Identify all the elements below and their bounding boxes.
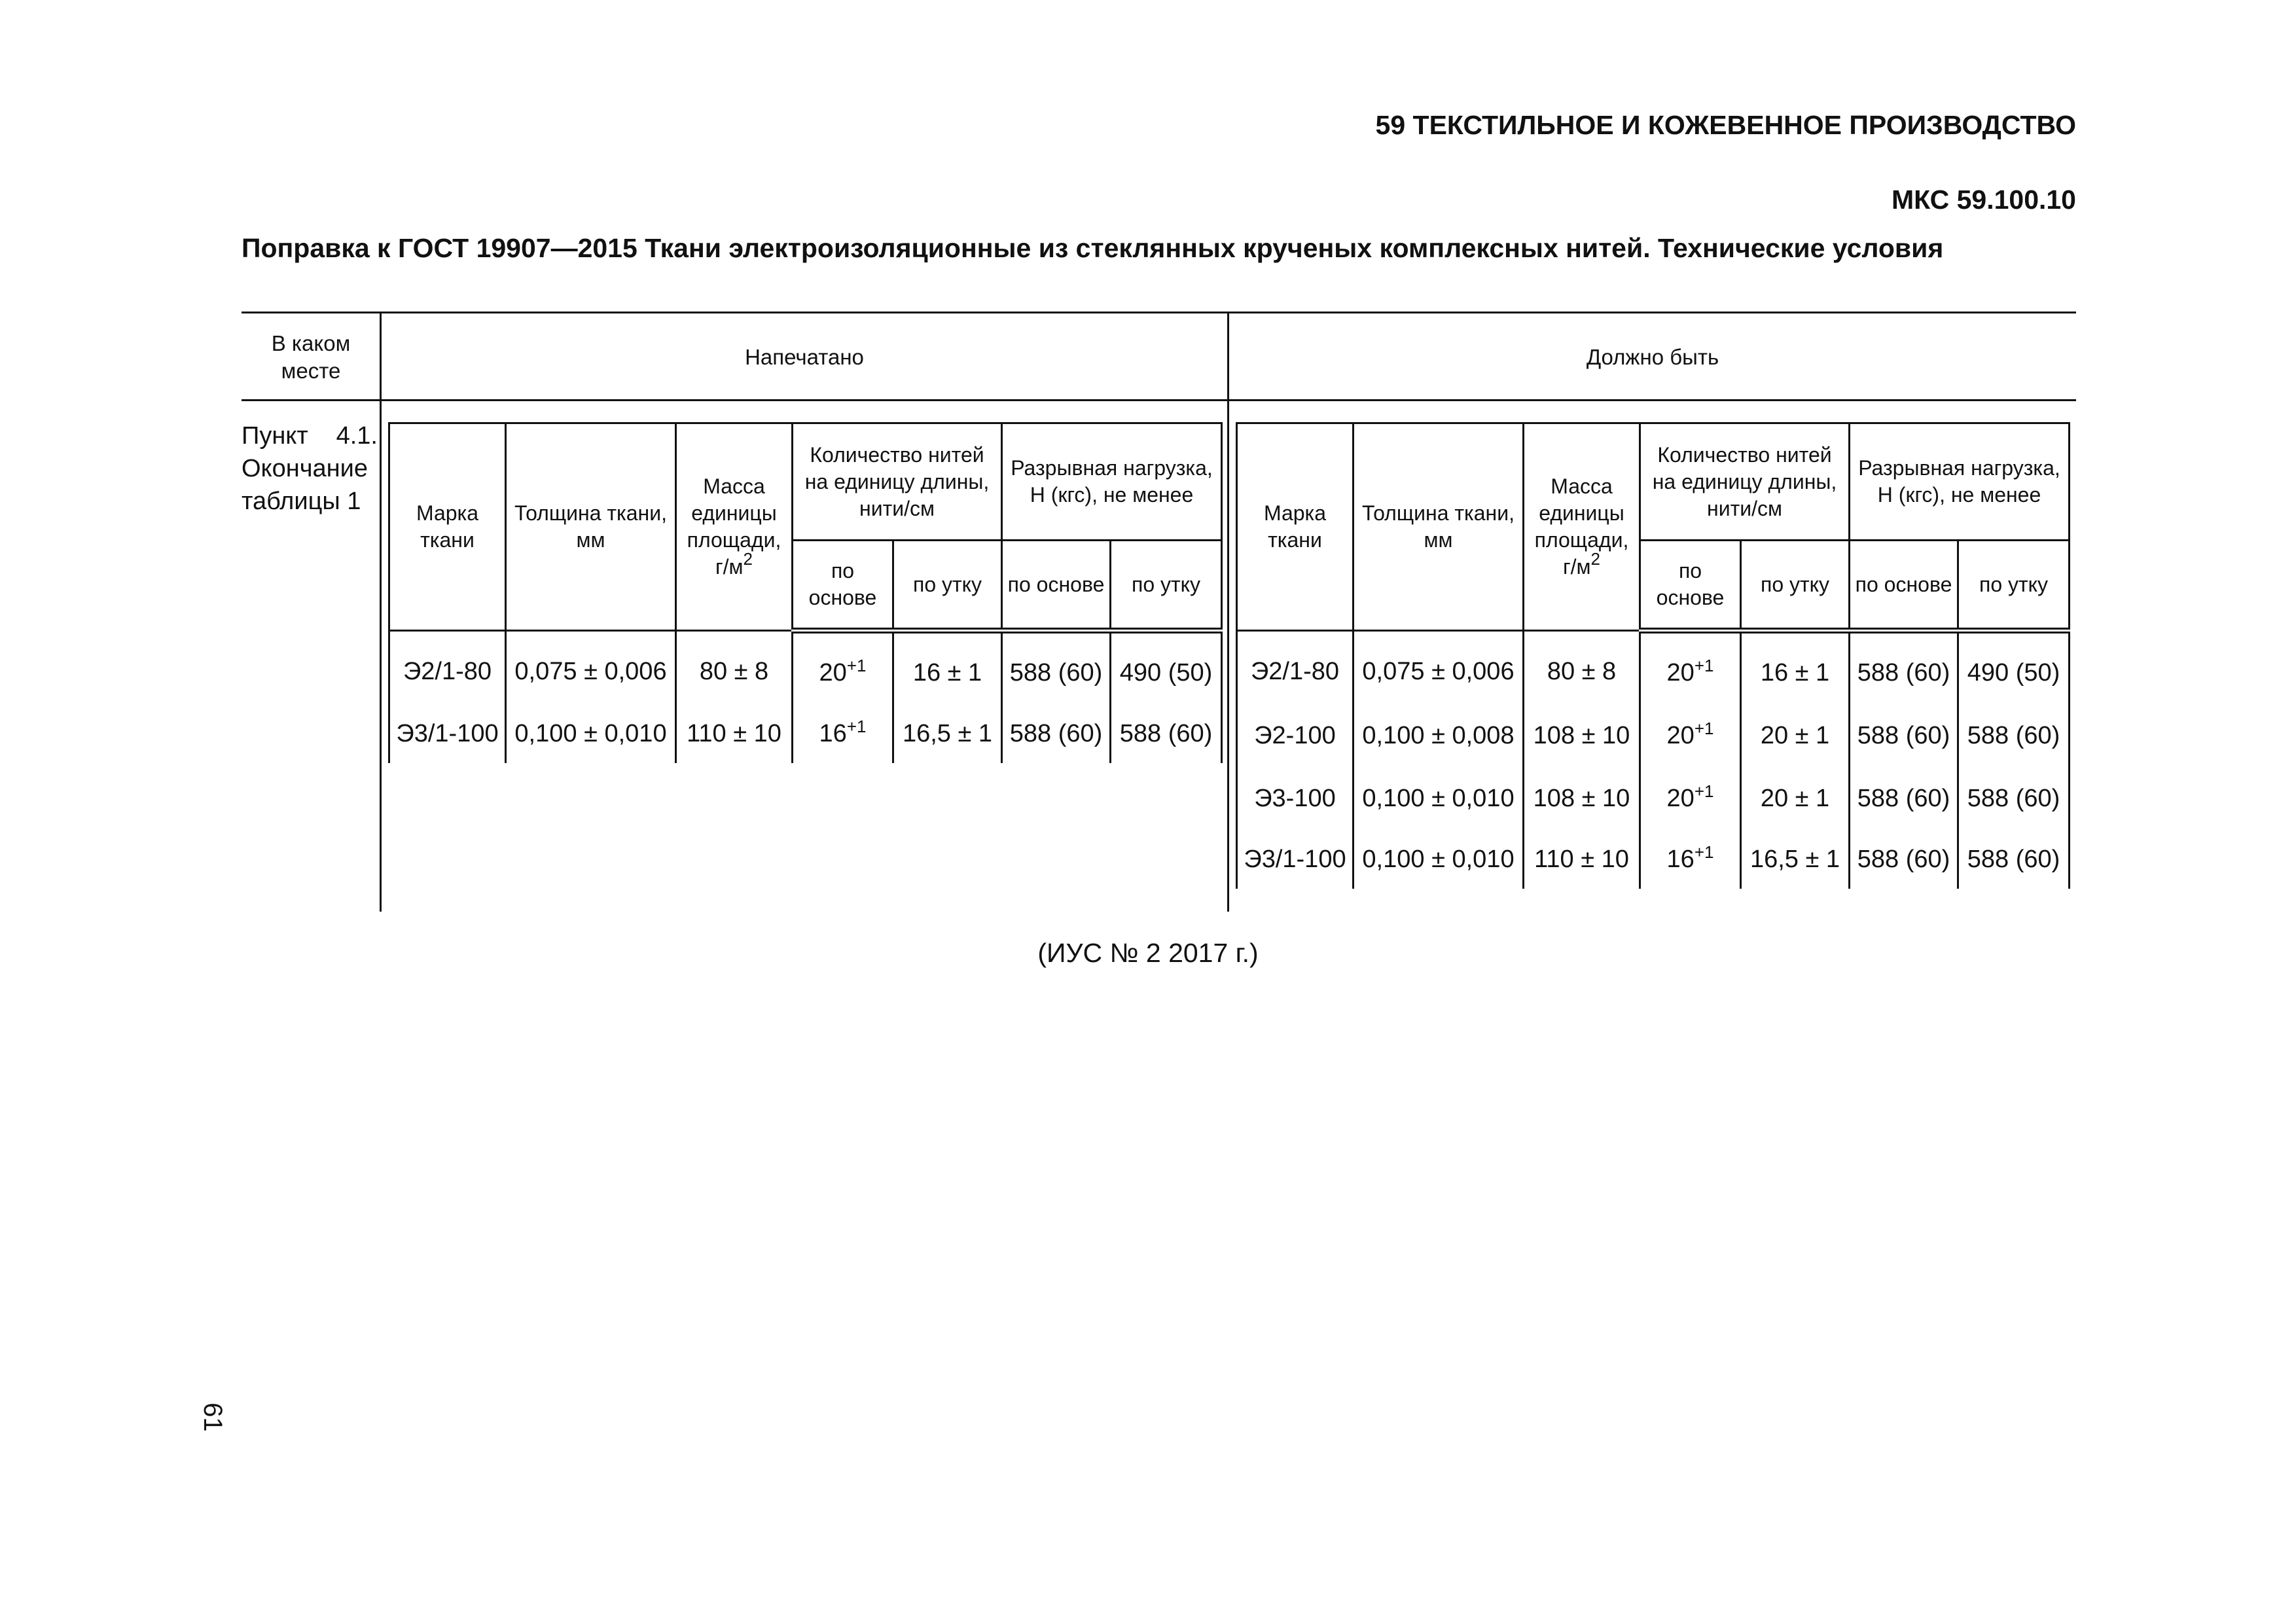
correct-table	[1236, 422, 2070, 889]
cell-thickness: 0,100 ± 0,010	[1354, 830, 1524, 889]
cell-load-weft: 588 (60)	[1958, 704, 2070, 767]
threads-warp-value: 20	[819, 658, 847, 687]
cell-threads-warp	[1640, 631, 1741, 705]
cell-threads-warp	[1640, 767, 1741, 830]
cell-brand: Э3-100	[1237, 767, 1354, 830]
col-load-warp: по основе	[1850, 541, 1958, 631]
col-load-weft: по утку	[1111, 541, 1222, 631]
cell-mass: 80 ± 8	[1524, 631, 1640, 705]
table-row	[1237, 631, 2070, 705]
threads-warp-sup: +1	[1694, 842, 1714, 862]
col-thickness: Толщина ткани, мм	[506, 423, 676, 631]
cell-load-weft: 490 (50)	[1958, 631, 2070, 705]
threads-warp-value: 20	[1666, 784, 1695, 812]
table-row	[1237, 767, 2070, 830]
outer-divider-middle	[1227, 312, 1229, 912]
cell-load-warp: 588 (60)	[1850, 767, 1958, 830]
cell-threads-warp	[793, 631, 893, 705]
cell-threads-warp	[793, 704, 893, 763]
table-row	[1237, 704, 2070, 767]
cell-load-warp: 588 (60)	[1850, 704, 1958, 767]
col-brand: Марка ткани	[1237, 423, 1354, 631]
cell-threads-weft: 16,5 ± 1	[893, 704, 1002, 763]
col-thickness: Толщина ткани, мм	[1354, 423, 1524, 631]
col-load-warp: по основе	[1002, 541, 1111, 631]
cell-load-warp: 588 (60)	[1002, 631, 1111, 705]
cell-brand: Э3/1-100	[389, 704, 506, 763]
cell-threads-weft: 16 ± 1	[893, 631, 1002, 705]
cell-mass: 110 ± 10	[1524, 830, 1640, 889]
table-row	[389, 704, 1222, 763]
cell-threads-weft: 20 ± 1	[1741, 704, 1850, 767]
document-title: Поправка к ГОСТ 19907—2015 Ткани электроизоляционные из стеклянных крученых комплексных нитей. Технические условия	[242, 233, 1944, 263]
page-number: 61	[198, 1402, 227, 1432]
mks-code: МКС 59.100.10	[1891, 185, 2076, 215]
where-text: Пункт 4.1. Окончание таблицы 1	[242, 422, 378, 515]
table-row	[389, 631, 1222, 705]
cell-threads-warp	[1640, 704, 1741, 767]
threads-warp-sup: +1	[846, 655, 867, 675]
section-heading: 59 ТЕКСТИЛЬНОЕ И КОЖЕВЕННОЕ ПРОИЗВОДСТВО	[1375, 110, 2076, 140]
cell-thickness: 0,100 ± 0,010	[506, 704, 676, 763]
cell-brand: Э3/1-100	[1237, 830, 1354, 889]
cell-thickness: 0,100 ± 0,010	[1354, 767, 1524, 830]
cell-threads-weft: 16 ± 1	[1741, 631, 1850, 705]
cell-brand: Э2/1-80	[389, 631, 506, 705]
header-printed: Напечатано	[745, 345, 864, 369]
cell-load-weft: 490 (50)	[1111, 631, 1222, 705]
cell-threads-weft: 16,5 ± 1	[1741, 830, 1850, 889]
cell-load-warp: 588 (60)	[1850, 830, 1958, 889]
cell-threads-weft: 20 ± 1	[1741, 767, 1850, 830]
cell-thickness: 0,075 ± 0,006	[506, 631, 676, 705]
cell-mass: 110 ± 10	[676, 704, 793, 763]
header-should-be: Должно быть	[1586, 345, 1719, 369]
cell-load-warp: 588 (60)	[1002, 704, 1111, 763]
cell-load-weft: 588 (60)	[1958, 830, 2070, 889]
mass-sup: 2	[743, 549, 753, 569]
cell-mass: 108 ± 10	[1524, 767, 1640, 830]
cell-load-warp: 588 (60)	[1850, 631, 1958, 705]
cell-brand: Э2-100	[1237, 704, 1354, 767]
cell-thickness: 0,075 ± 0,006	[1354, 631, 1524, 705]
cell-brand: Э2/1-80	[1237, 631, 1354, 705]
col-mass	[1524, 423, 1640, 631]
cell-thickness: 0,100 ± 0,008	[1354, 704, 1524, 767]
col-threads-weft: по утку	[1741, 541, 1850, 631]
cell-load-weft: 588 (60)	[1111, 704, 1222, 763]
table-row	[1237, 830, 2070, 889]
col-threads-warp: по основе	[793, 541, 893, 631]
mass-sup: 2	[1590, 549, 1601, 569]
cell-threads-warp	[1640, 830, 1741, 889]
col-load: Разрывная нагрузка, Н (кгс), не менее	[1002, 423, 1222, 541]
cell-load-weft: 588 (60)	[1958, 767, 2070, 830]
cell-mass: 108 ± 10	[1524, 704, 1640, 767]
outer-top-rule	[242, 312, 2076, 313]
threads-warp-value: 20	[1666, 658, 1695, 687]
source-note: (ИУС № 2 2017 г.)	[1037, 938, 1259, 968]
col-threads: Количество нитей на единицу длины, нити/см	[793, 423, 1002, 541]
col-brand: Марка ткани	[389, 423, 506, 631]
threads-warp-sup: +1	[1694, 655, 1714, 675]
col-load: Разрывная нагрузка, Н (кгс), не менее	[1850, 423, 2070, 541]
threads-warp-value: 16	[1666, 845, 1695, 873]
printed-table	[388, 422, 1223, 763]
threads-warp-sup: +1	[846, 716, 867, 736]
threads-warp-sup: +1	[1694, 718, 1714, 738]
col-mass	[676, 423, 793, 631]
outer-divider-where	[380, 312, 382, 912]
mass-label: Масса единицы площади, г/м	[1534, 474, 1629, 579]
header-where: В каком месте	[271, 331, 351, 383]
mass-label: Масса единицы площади, г/м	[687, 474, 781, 579]
threads-warp-value: 16	[819, 719, 847, 747]
threads-warp-value: 20	[1666, 721, 1695, 749]
col-threads-weft: по утку	[893, 541, 1002, 631]
col-load-weft: по утку	[1958, 541, 2070, 631]
col-threads-warp: по основе	[1640, 541, 1741, 631]
cell-mass: 80 ± 8	[676, 631, 793, 705]
col-threads: Количество нитей на единицу длины, нити/см	[1640, 423, 1850, 541]
threads-warp-sup: +1	[1694, 781, 1714, 801]
